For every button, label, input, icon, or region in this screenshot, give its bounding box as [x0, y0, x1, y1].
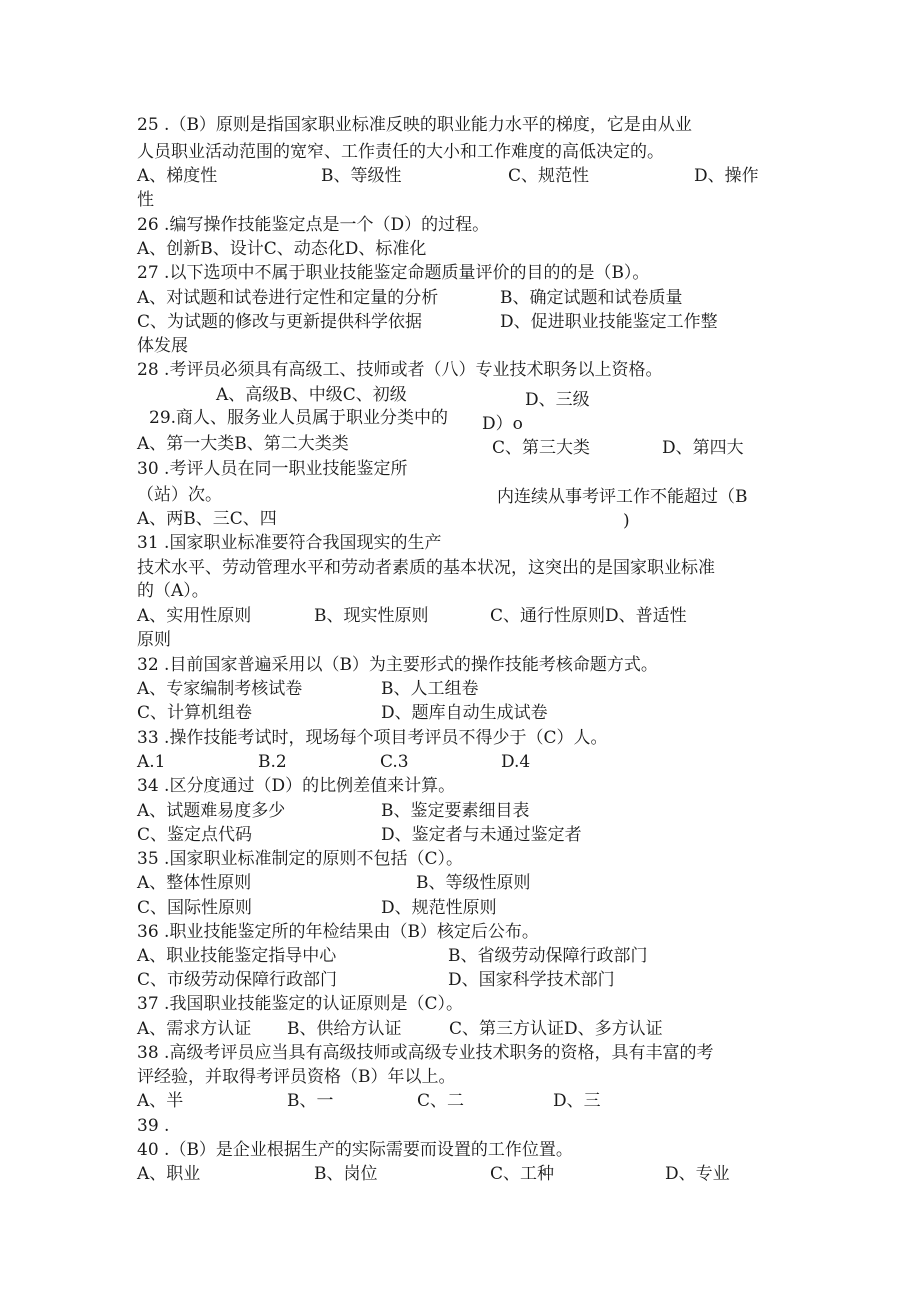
text-line: C、通行性原则D、普适性	[490, 606, 687, 626]
text-line: A、职业技能鉴定指导中心	[137, 946, 337, 966]
text-line: 人员职业活动范围的宽窄、工作责任的大小和工作难度的高低决定的。	[137, 142, 664, 162]
text-line: B.2	[258, 752, 287, 772]
text-line: 39 .	[137, 1116, 170, 1136]
text-line: 的（A）。	[137, 581, 209, 601]
text-line: A、实用性原则	[137, 606, 252, 626]
text-line: C.3	[380, 752, 409, 772]
text-line: A、半	[137, 1091, 184, 1111]
text-line: C、计算机组卷	[137, 703, 253, 723]
text-line: )	[623, 511, 630, 531]
text-line: 32 .目前国家普遍采用以（B）为主要形式的操作技能考核命题方式。	[137, 655, 658, 675]
text-line: 评经验，并取得考评员资格（B）年以上。	[137, 1067, 456, 1087]
text-line: B、鉴定要素细目表	[381, 801, 530, 821]
text-line: 37 .我国职业技能鉴定的认证原则是（C）。	[137, 994, 463, 1014]
text-line: D、第四大	[662, 438, 744, 458]
text-line: A、对试题和试卷进行定性和定量的分析	[137, 288, 439, 308]
text-line: B、确定试题和试卷质量	[500, 288, 683, 308]
text-line: 26 .编写操作技能鉴定点是一个（D）的过程。	[137, 215, 490, 235]
text-line: 28 .考评员必须具有高级工、技师或者（八）专业技术职务以上资格。	[137, 360, 663, 380]
text-line: A、需求方认证	[137, 1019, 252, 1039]
text-line: （站）次。	[137, 485, 222, 505]
text-line: 原则	[137, 630, 171, 650]
text-line: D、促进职业技能鉴定工作整	[500, 312, 718, 332]
text-line: D、题库自动生成试卷	[381, 703, 548, 723]
text-line: A、第一大类B、第二大类类	[137, 434, 349, 454]
text-line: 27 .以下选项中不属于职业技能鉴定命题质量评价的目的的是（B）。	[137, 263, 650, 283]
text-line: B、现实性原则	[314, 606, 429, 626]
text-line: D、操作	[694, 166, 759, 186]
text-line: B、一	[287, 1091, 334, 1111]
text-line: 性	[137, 190, 154, 210]
text-line: A、专家编制考核试卷	[137, 679, 303, 699]
text-line: B、等级性原则	[416, 873, 531, 893]
text-line: C、第三大类	[492, 438, 591, 458]
text-line: 34 .区分度通过（D）的比例差值来计算。	[137, 776, 456, 796]
text-line: B、供给方认证	[287, 1019, 402, 1039]
text-line: 40 .（B）是企业根据生产的实际需要而设置的工作位置。	[137, 1140, 573, 1160]
text-line: C、市级劳动保障行政部门	[137, 970, 338, 990]
text-line: A、高级B、中级C、初级	[216, 385, 407, 405]
text-line: 30 .考评人员在同一职业技能鉴定所	[137, 459, 408, 479]
text-line: B、岗位	[314, 1164, 378, 1184]
text-line: C、规范性	[508, 166, 590, 186]
text-line: A、创新B、设计C、动态化D、标准化	[137, 239, 427, 259]
text-line: A、整体性原则	[137, 873, 252, 893]
text-line: 29.商人、服务业人员属于职业分类中的	[149, 408, 449, 428]
text-line: 38 .高级考评员应当具有高级技师或高级专业技术职务的资格，具有丰富的考	[137, 1043, 714, 1063]
text-line: B、省级劳动保障行政部门	[448, 946, 648, 966]
text-line: D、专业	[665, 1164, 730, 1184]
text-line: 31 .国家职业标准要符合我国现实的生产	[137, 533, 442, 553]
text-line: 33 .操作技能考试时，现场每个项目考评员不得少于（C）人。	[137, 728, 608, 748]
text-line: D、国家科学技术部门	[448, 970, 615, 990]
text-line: D、三级	[525, 390, 590, 410]
text-line: A、试题难易度多少	[137, 801, 286, 821]
text-line: D、鉴定者与未通过鉴定者	[381, 825, 582, 845]
text-line: C、工种	[490, 1164, 555, 1184]
text-line: C、二	[417, 1091, 465, 1111]
text-line: D、三	[553, 1091, 601, 1111]
text-line: C、第三方认证D、多方认证	[449, 1019, 663, 1039]
text-line: 36 .职业技能鉴定所的年检结果由（B）核定后公布。	[137, 922, 539, 942]
text-line: 35 .国家职业标准制定的原则不包括（C）。	[137, 849, 463, 869]
text-line: 内连续从事考评工作不能超过（B	[497, 487, 748, 507]
text-line: B、人工组卷	[381, 679, 479, 699]
text-line: A、两B、三C、四	[137, 509, 277, 529]
text-line: C、为试题的修改与更新提供科学依据	[137, 312, 423, 332]
text-line: D.4	[501, 752, 531, 772]
text-line: C、鉴定点代码	[137, 825, 253, 845]
text-line: C、国际性原则	[137, 898, 253, 918]
text-line: B、等级性	[321, 166, 402, 186]
text-line: D、规范性原则	[381, 898, 497, 918]
text-line: D）o	[482, 414, 523, 434]
text-line: A.1	[137, 752, 166, 772]
text-line: 技术水平、劳动管理水平和劳动者素质的基本状况，这突出的是国家职业标准	[137, 558, 715, 578]
text-line: 体发展	[137, 336, 188, 356]
text-line: A、梯度性	[137, 166, 218, 186]
text-line: 25 .（B）原则是指国家职业标准反映的职业能力水平的梯度，它是由从业	[137, 115, 692, 135]
text-line: A、职业	[137, 1164, 201, 1184]
